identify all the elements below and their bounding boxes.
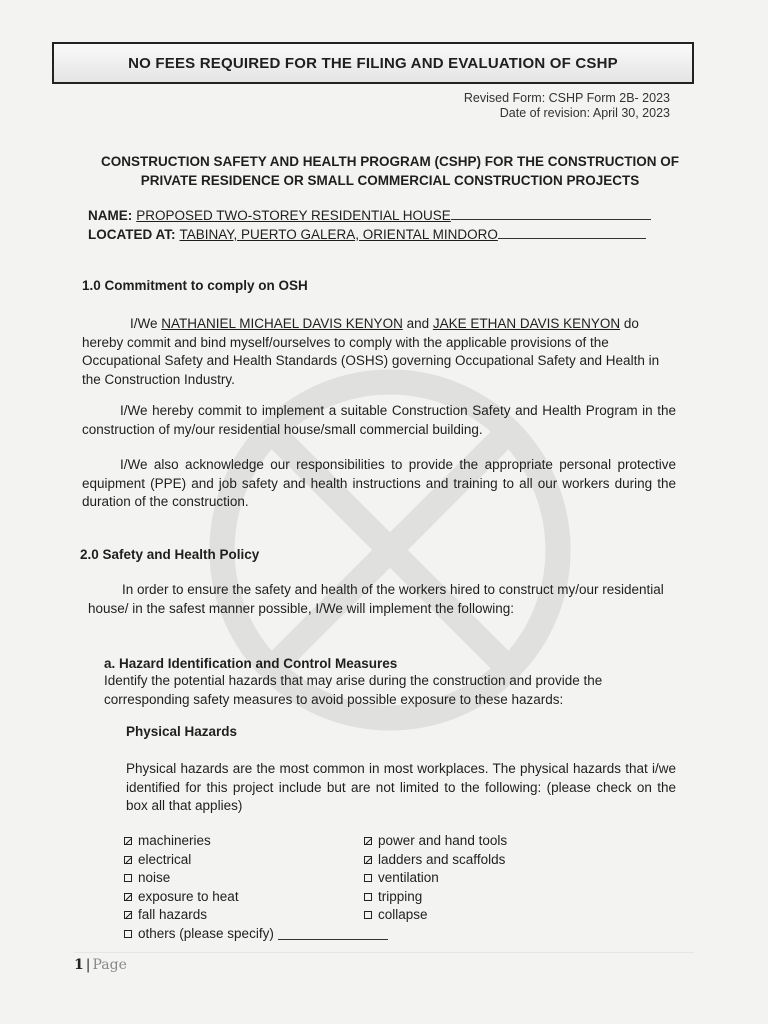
others-specify-line[interactable] [278,927,388,940]
hazard-intro: Identify the potential hazards that may arise during the construction and provide the corresponding safety measures to avoid possible exposure to these hazards: [104,673,603,707]
p1-and: and [402,316,433,331]
checklist-item [364,906,507,925]
checklist-item [364,869,507,888]
p1-prefix: I/We [130,316,162,331]
checklist-item [124,906,388,925]
fees-banner: NO FEES REQUIRED FOR THE FILING AND EVALUATION OF CSHP [52,42,694,84]
physical-hazards-heading: Physical Hazards [126,724,238,739]
hazard-subheading: a. Hazard Identification and Control Measures [104,656,398,671]
checklist-item [124,888,388,907]
page-number: 1 [74,957,84,973]
checked-checkbox[interactable] [124,856,132,864]
checklist-label: tripping [378,888,423,904]
owner-name-1: NATHANIEL MICHAEL DAVIS KENYON [161,316,403,331]
policy-paragraph: In order to ensure the safety and health of the workers hired to construct my/our residential house/ in the safest manner possible, I/We will implement the following: [88,582,664,616]
commitment-paragraph [82,315,666,389]
title-line-2: PRIVATE RESIDENCE OR SMALL COMMERCIAL CONSTRUCTION PROJECTS [140,173,640,188]
checklist-label: noise [138,870,171,885]
checklist-label: electrical [138,851,192,867]
checklist-label: fall hazards [138,907,208,922]
checked-checkbox[interactable] [364,856,372,864]
unchecked-checkbox[interactable] [124,874,132,882]
section-1-heading: 1.0 Commitment to comply on OSH [82,278,308,293]
ppe-paragraph: I/We also acknowledge our responsibilities to provide the appropriate personal protective equipment (PPE) and job safety and health instructions and training to all our workers during the duration of the construction. [82,457,676,509]
location-underline [498,238,646,239]
owner-name-2: JAKE ETHAN DAVIS KENYON [432,316,621,331]
page-separator: | [85,957,91,973]
checklist-label: ventilation [378,870,439,885]
commitment-program-paragraph: I/We hereby commit to implement a suitable Construction Safety and Health Program in the construction of my/our residential house/small commercial building. [82,403,676,437]
p1-suffix: do hereby commit and bind myself/ourselves to comply with the applicable provisions of the Occupational Safety and Health Standards (OSHS) governing Occupational Safety and Health in the Construction Industry. [82,316,660,387]
checklist-item [124,851,388,870]
location-value: TABINAY, PUERTO GALERA, ORIENTAL MINDORO [179,227,498,242]
unchecked-checkbox[interactable] [364,911,372,919]
checklist-label: exposure to heat [138,888,239,904]
unchecked-checkbox[interactable] [364,893,372,901]
checked-checkbox[interactable] [364,837,372,845]
name-label: NAME: [88,208,133,223]
checklist-label: power and hand tools [378,833,508,848]
physical-hazards-text: Physical hazards are the most common in most workplaces. The physical hazards that i/we identified for this project include but are not limited to the following: (please check on the box all that applies) [126,761,676,813]
checklist-label: machineries [138,833,211,848]
unchecked-checkbox[interactable] [124,930,132,938]
unchecked-checkbox[interactable] [364,874,372,882]
checklist-item [124,925,388,944]
document-title [80,152,700,190]
revision-date: Date of revision: April 30, 2023 [499,106,670,120]
page-label: Page [92,957,127,973]
revised-form-label: Revised Form: CSHP Form 2B- 2023 [463,91,670,105]
checklist-right [364,832,507,925]
location-label: LOCATED AT: [88,227,176,242]
section-2-heading: 2.0 Safety and Health Policy [80,547,260,562]
checklist-label: ladders and scaffolds [378,851,506,867]
name-value: PROPOSED TWO-STOREY RESIDENTIAL HOUSE [136,208,451,223]
checklist-item [364,832,507,851]
checked-checkbox[interactable] [124,911,132,919]
checklist-left [124,832,388,943]
checked-checkbox[interactable] [124,837,132,845]
checklist-item [124,869,388,888]
name-field [88,208,651,223]
checklist-item [364,851,507,870]
footer-rule [74,952,694,953]
location-field [88,227,646,242]
checklist-item [124,832,388,851]
checklist-item [364,888,507,907]
title-line-1: CONSTRUCTION SAFETY AND HEALTH PROGRAM (CSHP) FOR THE CONSTRUCTION OF [101,154,679,169]
page-footer [74,957,127,973]
checklist-label: collapse [378,907,428,922]
name-underline [451,219,651,220]
checked-checkbox[interactable] [124,893,132,901]
checklist-label: others (please specify) [138,925,274,941]
